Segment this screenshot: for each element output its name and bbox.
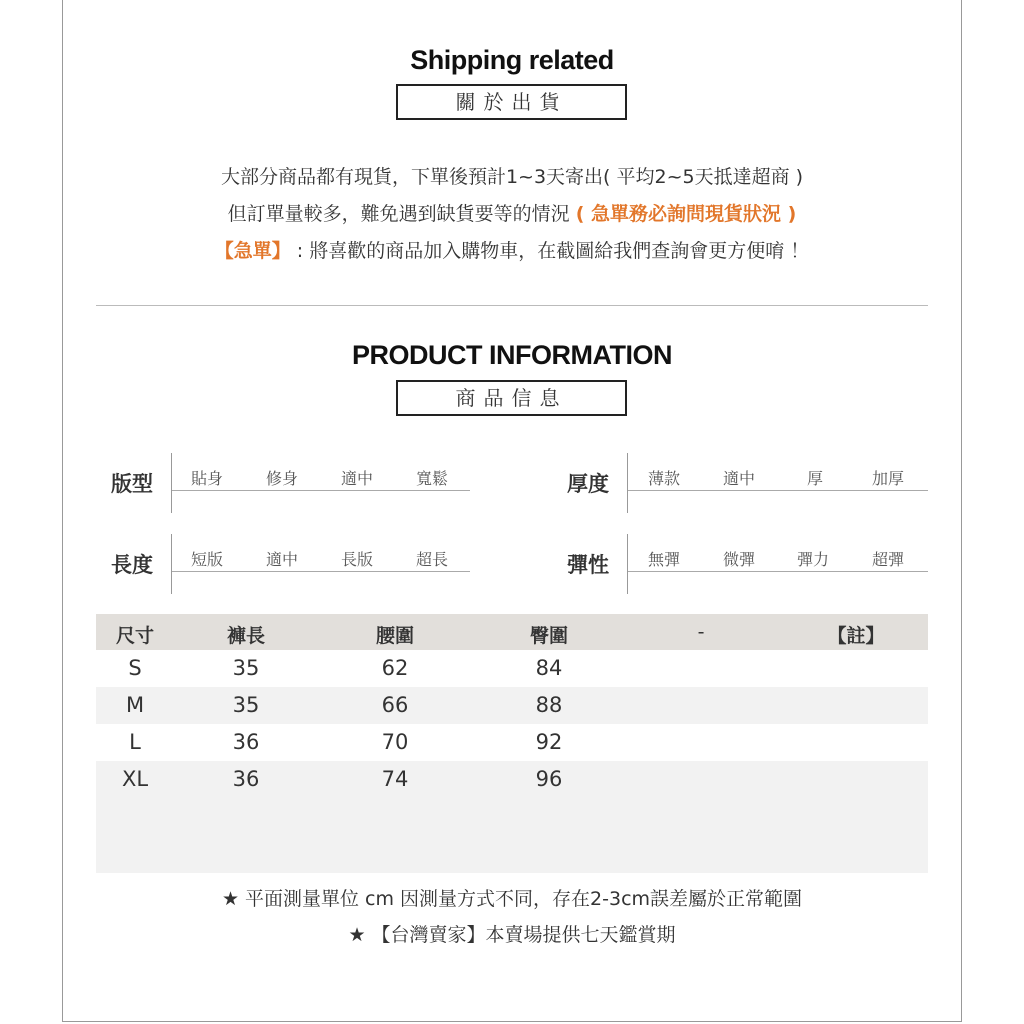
attr-length-divider	[171, 534, 172, 594]
cell-pants-length: 36	[232, 730, 260, 754]
cell-hip: 96	[535, 767, 563, 791]
attr-elasticity-option: 微彈	[723, 550, 756, 569]
size-table-header	[96, 614, 928, 650]
shipping-line-3	[0, 236, 1024, 263]
attr-elasticity-option: 無彈	[648, 550, 681, 569]
attr-fit-line	[172, 490, 470, 491]
table-row	[96, 687, 928, 724]
table-row	[96, 761, 928, 798]
shipping-line-3-text: : 將喜歡的商品加入購物車，在截圖給我們查詢會更方便唷 ！	[296, 240, 810, 262]
shipping-line-1: 大部分商品都有現貨，下單後預計1~3天寄出( 平均2~5天抵達超商 )	[220, 166, 804, 188]
note-measurement: ★ 平面測量單位 cm 因測量方式不同，存在2-3cm誤差屬於正常範圍	[221, 888, 803, 910]
note-seller: ★ 【台灣賣家】本賣場提供七天鑑賞期	[348, 924, 676, 946]
cell-waist: 62	[381, 656, 409, 680]
attr-fit-option: 貼身	[191, 469, 224, 488]
shipping-title-zh: 關於出貨	[396, 84, 627, 120]
attr-length-option: 適中	[266, 550, 299, 569]
attr-length-option: 短版	[191, 550, 224, 569]
cell-hip: 92	[535, 730, 563, 754]
attr-fit-divider	[171, 453, 172, 513]
attr-thickness-label: 厚度	[567, 472, 609, 496]
attr-length-option: 長版	[341, 550, 374, 569]
table-empty-area	[96, 798, 928, 873]
cell-hip: 88	[535, 693, 563, 717]
table-row	[96, 724, 928, 761]
attr-elasticity-option: 彈力	[797, 550, 830, 569]
header-note: 【註】	[827, 625, 885, 647]
attr-fit-label: 版型	[111, 472, 153, 496]
cell-size: L	[129, 730, 141, 754]
cell-pants-length: 35	[232, 656, 260, 680]
attr-thickness-option: 薄款	[648, 469, 681, 488]
attr-elasticity-line	[628, 571, 928, 572]
table-row	[96, 650, 928, 687]
cell-waist: 70	[381, 730, 409, 754]
cell-waist: 74	[381, 767, 409, 791]
attr-length-label: 長度	[111, 553, 153, 577]
cell-size: XL	[121, 767, 149, 791]
shipping-line-2-text: 但訂單量較多，難免遇到缺貨要等的情況	[227, 203, 570, 225]
cell-size: S	[128, 656, 142, 680]
attr-thickness-option: 加厚	[872, 469, 905, 488]
attr-thickness-divider	[627, 453, 628, 513]
cell-pants-length: 35	[232, 693, 260, 717]
attr-elasticity-divider	[627, 534, 628, 594]
header-size: 尺寸	[115, 625, 154, 647]
shipping-line-2	[0, 199, 1024, 226]
cell-pants-length: 36	[232, 767, 260, 791]
header-dash: -	[697, 621, 705, 643]
attr-elasticity-label: 彈性	[567, 553, 609, 577]
attr-fit-option: 寬鬆	[416, 469, 449, 488]
shipping-line-2-highlight: ( 急單務必詢問現貨狀況 )	[575, 203, 797, 225]
attr-thickness-option: 適中	[723, 469, 756, 488]
cell-size: M	[125, 693, 145, 717]
header-hip: 臀圍	[529, 625, 568, 647]
shipping-line-3-highlight: 【急單】	[214, 240, 291, 262]
shipping-title-en: Shipping related	[410, 45, 614, 75]
attr-thickness-option: 厚	[807, 469, 824, 488]
attr-fit-option: 適中	[341, 469, 374, 488]
product-title-zh: 商品信息	[396, 380, 627, 416]
attr-length-line	[172, 571, 470, 572]
cell-waist: 66	[381, 693, 409, 717]
header-waist: 腰圍	[375, 625, 414, 647]
section-divider	[96, 305, 928, 306]
attr-fit-option: 修身	[266, 469, 299, 488]
cell-hip: 84	[535, 656, 563, 680]
product-title-en: PRODUCT INFORMATION	[352, 340, 672, 370]
attr-thickness-line	[628, 490, 928, 491]
header-pants-length: 褲長	[226, 625, 265, 647]
attr-elasticity-option: 超彈	[872, 550, 905, 569]
attr-length-option: 超長	[416, 550, 449, 569]
